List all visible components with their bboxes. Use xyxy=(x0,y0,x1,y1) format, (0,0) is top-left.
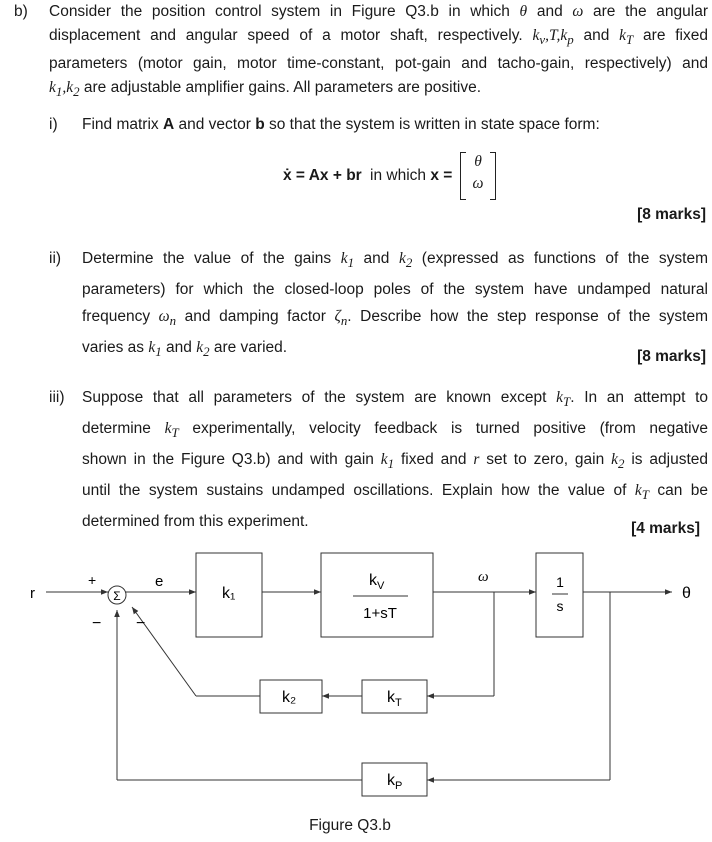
intro-line-4 xyxy=(49,76,708,104)
vector-theta: θ xyxy=(474,153,482,170)
q2-marks: [8 marks] xyxy=(637,348,706,365)
q3-line-2 xyxy=(82,415,708,446)
q2-text xyxy=(82,245,708,365)
q3-line-1 xyxy=(82,384,708,415)
q3-text-part: . In an attempt to xyxy=(570,389,709,406)
part-b-intro xyxy=(49,0,708,104)
integrator-block xyxy=(536,553,583,637)
matrix-A: A xyxy=(162,116,175,133)
equation-lhs: ẋ = Ax + br xyxy=(283,167,362,184)
k1-symbol: $k_1$ xyxy=(380,451,395,472)
k1-symbol: $k_1$ xyxy=(148,339,162,360)
intro-line-1 xyxy=(49,0,708,24)
kT-symbol: $k_T$ xyxy=(164,420,179,441)
kv-letter: k xyxy=(369,572,377,589)
q2-line-3 xyxy=(82,303,708,334)
kv-subscript: V xyxy=(377,580,385,592)
gain-symbols: $k_1,k_2$ xyxy=(49,79,80,100)
intro-text: are the angular xyxy=(593,3,708,20)
r-symbol: r xyxy=(473,451,480,469)
q1-text-part: and vector xyxy=(178,116,251,133)
q3-label: iii) xyxy=(49,389,65,406)
state-equation xyxy=(283,164,452,188)
q3-text-part: Suppose that all parameters of the system are known except xyxy=(82,389,547,406)
integrator-denominator: s xyxy=(556,598,564,614)
q3-marks: [4 marks] xyxy=(631,520,700,537)
q1-marks: [8 marks] xyxy=(637,206,706,223)
integrator-numerator: 1 xyxy=(556,574,564,590)
q2-text-part: frequency xyxy=(82,308,151,326)
q1-text xyxy=(82,113,600,137)
and-text: and xyxy=(166,339,192,357)
k2-symbol: $k_2$ xyxy=(196,339,210,360)
minus-sign-velocity: − xyxy=(136,615,146,632)
motor-denominator: 1+sT xyxy=(363,605,397,622)
q2-label: ii) xyxy=(49,250,62,267)
q2-text-part: . Describe how the step response of the system xyxy=(347,308,709,326)
q2-text-part: (expressed as functions of the system xyxy=(421,250,708,267)
sigma-label: Σ xyxy=(113,589,121,603)
kT-letter: k xyxy=(387,689,395,706)
omega-symbol: ω xyxy=(572,3,584,20)
and-text: and xyxy=(583,27,610,44)
k1-label: k₁ xyxy=(222,585,236,602)
q2-text-part: Determine the value of the gains xyxy=(82,250,332,267)
q2-line-4 xyxy=(82,334,708,365)
kT-symbol: $k_T$ xyxy=(619,27,634,48)
intro-text: displacement and angular speed of a motor shaft, respectively. xyxy=(49,27,523,44)
fixed-params: $k_v,T,k_p$ xyxy=(532,27,574,48)
q1-text-part: so that the system is written in state space form: xyxy=(268,116,600,133)
q3-text-part: set to zero, gain xyxy=(486,451,605,469)
kT-subscript: T xyxy=(395,697,402,709)
error-label-e: e xyxy=(155,573,164,590)
kP-letter: k xyxy=(387,772,395,789)
omega-n-symbol: $\omega_n$ xyxy=(158,308,177,329)
k2-label: k₂ xyxy=(282,689,297,706)
equation-text: in which xyxy=(370,167,427,184)
state-vector xyxy=(460,152,496,200)
q1-text-part: Find matrix xyxy=(82,116,159,133)
plus-sign: + xyxy=(88,572,97,588)
q2-text-part: are varied. xyxy=(213,339,288,357)
kT-symbol: $k_T$ xyxy=(634,482,649,503)
q1-label: i) xyxy=(49,116,58,133)
q2-text-part: varies as xyxy=(82,339,145,357)
q3-line-4 xyxy=(82,477,708,508)
q3-text-part: determine xyxy=(82,420,151,438)
intro-text: are adjustable amplifier gains. All parameters are positive. xyxy=(83,79,482,97)
and-text: and xyxy=(363,250,390,267)
part-b-label: b) xyxy=(14,3,28,20)
q3-text xyxy=(82,384,708,535)
minus-sign-position: − xyxy=(92,615,102,632)
input-label-r: r xyxy=(30,585,35,602)
k1-symbol: $k_1$ xyxy=(340,250,355,271)
q3-text-part: experimentally, velocity feedback is turned positive (from negative xyxy=(192,420,708,438)
q3-text-part: shown in the Figure Q3.b) and with gain xyxy=(82,451,374,469)
omega-label: ω xyxy=(478,569,489,585)
q2-line-2: parameters) for which the closed-loop poles of the system have undamped natural xyxy=(82,281,708,299)
intro-text: Consider the position control system in Figure Q3.b in which xyxy=(49,3,510,20)
kT-symbol: $k_T$ xyxy=(556,389,571,410)
q3-line-3 xyxy=(82,446,708,477)
output-label-theta: θ xyxy=(682,585,691,602)
intro-line-2 xyxy=(49,24,708,52)
q3-text-part: can be xyxy=(657,482,709,500)
q3-text-part: fixed and xyxy=(401,451,467,469)
intro-line-3: parameters (motor gain, motor time-constant, pot-gain and tacho-gain, respectively) and xyxy=(49,55,708,73)
q2-text-part: and damping factor xyxy=(184,308,326,326)
motor-block xyxy=(321,553,433,637)
vector-b: b xyxy=(255,116,265,133)
q3-text-part: until the system sustains undamped oscillations. Explain how the value of xyxy=(82,482,627,500)
figure-caption: Figure Q3.b xyxy=(309,817,391,834)
equation-x: x = xyxy=(430,167,453,184)
q2-line-1 xyxy=(82,245,708,276)
vector-omega: ω xyxy=(472,175,484,192)
and-text: and xyxy=(536,3,563,20)
intro-text: are fixed xyxy=(643,27,708,44)
zeta-n-symbol: $\zeta_n$ xyxy=(334,308,348,329)
block-diagram xyxy=(0,540,712,842)
kP-subscript: P xyxy=(395,780,403,792)
k2-symbol: $k_2$ xyxy=(611,451,625,472)
k2-symbol: $k_2$ xyxy=(398,250,413,271)
theta-symbol: θ xyxy=(519,3,528,20)
q3-line-5: determined from this experiment. xyxy=(82,513,309,531)
q3-text-part: is adjusted xyxy=(631,451,708,469)
